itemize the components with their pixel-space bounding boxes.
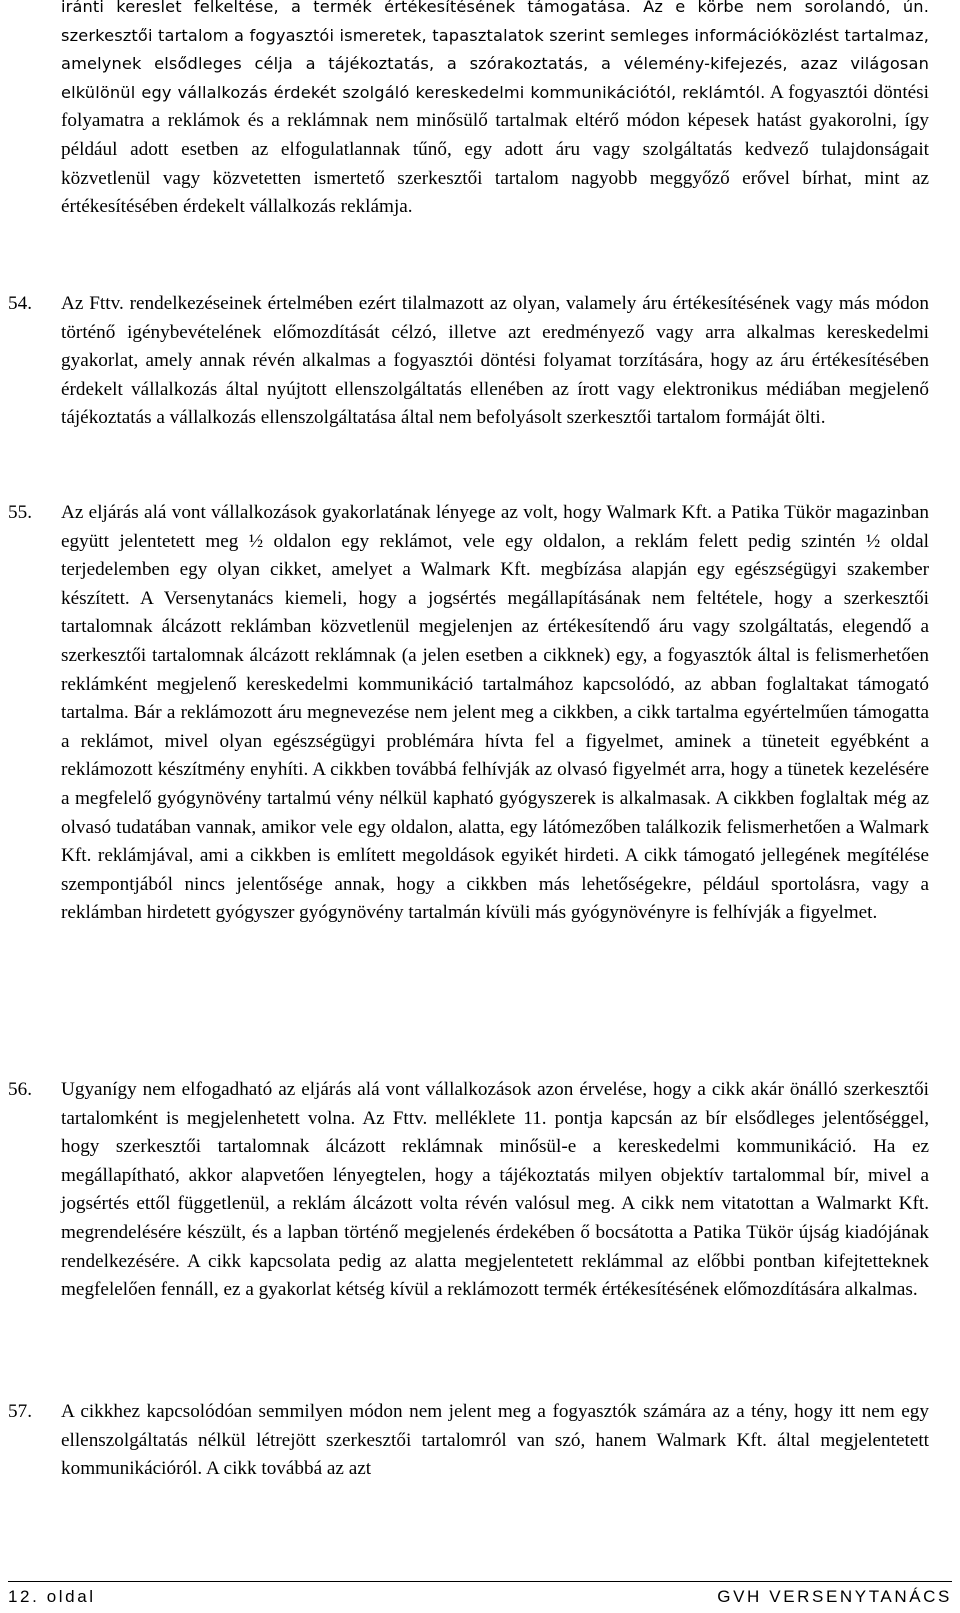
paragraph-56-text: Ugyanígy nem elfogadható az eljárás alá vont vállalkozások azon érvelése, hogy a cikk akár önálló szerkesztői tartalomként is megjelenhetett volna. Az Fttv. melléklete 11. pontja kapcsán az bír elsődleges jelentőséggel, hogy szerkesztői tartalomnak álcázott reklámnak minősül-e a kereskedelmi kommunikáció. Ha ez megállapítható, akkor alapvetően lényegtelen, hogy a tájékoztatás milyen objektív tartalommal bír, mivel a jogsértés ettől függetlenül, a reklám álcázott volta révén valósul meg. A cikk nem vitatottan a Walmarkt Kft. megrendelésére készült, és a lapban történő megjelenés érdekében ő bocsátotta a Patika Tükör újság kiadójának rendelkezésére. A cikk kapcsolata pedig az alatta megjelentetett reklámmal az előbbi pontban kifejtetteknek megfelelően fennáll, ez a gyakorlat kétség kívül a reklámozott termék értékesítésének előmozdítására alkalmas. xyxy=(61,1079,929,1301)
paragraph-54-text: Az Fttv. rendelkezéseinek értelmében ezért tilalmazott az olyan, valamely áru értékesítésének vagy más módon történő igénybevételének előmozdítását célzó, illetve azt eredményező vagy arra alkalmas kereskedelmi gyakorlat, amely annak révén alkalmas a fogyasztói döntési folyamat torzítására, hogy az áru értékesítésében érdekelt vállalkozás által nyújtott ellenszolgáltatás ellenében az írott vagy elektronikus médiában megjelenő tájékoztatás a vállalkozás ellenszolgáltatása által nem befolyásolt szerkesztői tartalom formáját ölti. xyxy=(61,293,929,429)
intro-paragraph-sans-part: iránti kereslet felkeltése, a termék értékesítésének támogatása. Az e körbe nem sorolandó, ún. szerkesztői tartalom a fogyasztói ismeretek, tapasztalatok szerint semleges információközlést tartalmaz, amelynek elsődleges célja a tájékoztatás, a szórakoztatás, a vélemény-kifejezés, azaz világosan elkülönül egy vállalkozás érdekét szolgáló kereskedelmi kommunikációtól, reklámtól. xyxy=(61,0,929,102)
paragraph-55-text: Az eljárás alá vont vállalkozások gyakorlatának lényege az volt, hogy Walmark Kft. a Patika Tükör magazinban együtt jelentetett meg ½ oldalon egy reklámot, vele egy oldalon, a reklám felett pedig szintén ½ oldal terjedelemben egy olyan cikket, amelyet a Walmark Kft. megbízása alapján egy egészségügyi szakember készített. A Versenytanács kiemeli, hogy a jogsértés megállapításának nem feltétele, hogy a szerkesztői tartalomnak álcázott reklámban közvetlenül megjelenjen az értékesítendő áru vagy szolgáltatás, elegendő a szerkesztői tartalomnak álcázott reklámnak (a jelen esetben a cikknek) egy, a fogyasztók által is felismerhetően reklámként megjelenő kereskedelmi kommunikáció tartalmához kapcsolódó, az abban foglaltakat támogató tartalma. Bár a reklámozott áru megnevezése nem jelent meg a cikkben, a cikk tartalma egyértelműen támogatta a reklámot, mivel olyan egészségügyi problémára hívta fel a figyelmet, aminek a tüneteit egyébként a reklámozott készítmény enyhíti. A cikkben továbbá felhívják az olvasó figyelmét arra, hogy a tünetek kezelésére a megfelelő gyógynövény tartalmú vény nélkül kapható gyógyszerek is alkalmasak. A cikkben foglaltak még az olvasó tudatában vannak, amikor vele egy oldalon, alatta, egy látómezőben találkozik felismerhetően a Walmark Kft. reklámjával, ami a cikkben is említett megoldások egyikét hirdeti. A cikk támogató jellegének megítélése szempontjából nincs jelentősége annak, hogy a cikkben más lehetőségekre, például sportolásra, vagy a reklámban hirdetett gyógyszer gyógynövény tartalmán kívüli más gyógynövényre is felhívják a figyelmet. xyxy=(61,502,929,924)
paragraph-number-54: 54. xyxy=(8,293,32,314)
footer-issuer: GVH VERSENYTANÁCS xyxy=(717,1587,952,1606)
paragraph-number-57: 57. xyxy=(8,1401,32,1422)
paragraph-57-text: A cikkhez kapcsolódóan semmilyen módon nem jelent meg a fogyasztók számára az a tény, hogy itt nem egy ellenszolgáltatás nélkül létrejött szerkesztői tartalomról van szó, hanem Walmark Kft. által megjelentetett kommunikációról. A cikk továbbá az azt xyxy=(61,1401,929,1480)
footer-divider xyxy=(8,1581,952,1582)
paragraph-number-55: 55. xyxy=(8,502,32,523)
intro-paragraph-serif-part: A fogyasztói döntési folyamatra a reklámok és a reklámnak nem minősülő tartalmak eltérő módon képesek hatást gyakorolni, így például adott esetben az elfogulatlannak tűnő, egy adott áru vagy szolgáltatás kedvező tulajdonságait közvetlenül vagy közvetetten ismertető szerkesztői tartalom nagyobb meggyőző erővel bírhat, mint az értékesítésében érdekelt vállalkozás reklámja. xyxy=(61,81,929,218)
intro-paragraph xyxy=(61,0,929,222)
footer-page-number: 12. oldal xyxy=(8,1587,96,1606)
paragraph-number-56: 56. xyxy=(8,1079,32,1100)
